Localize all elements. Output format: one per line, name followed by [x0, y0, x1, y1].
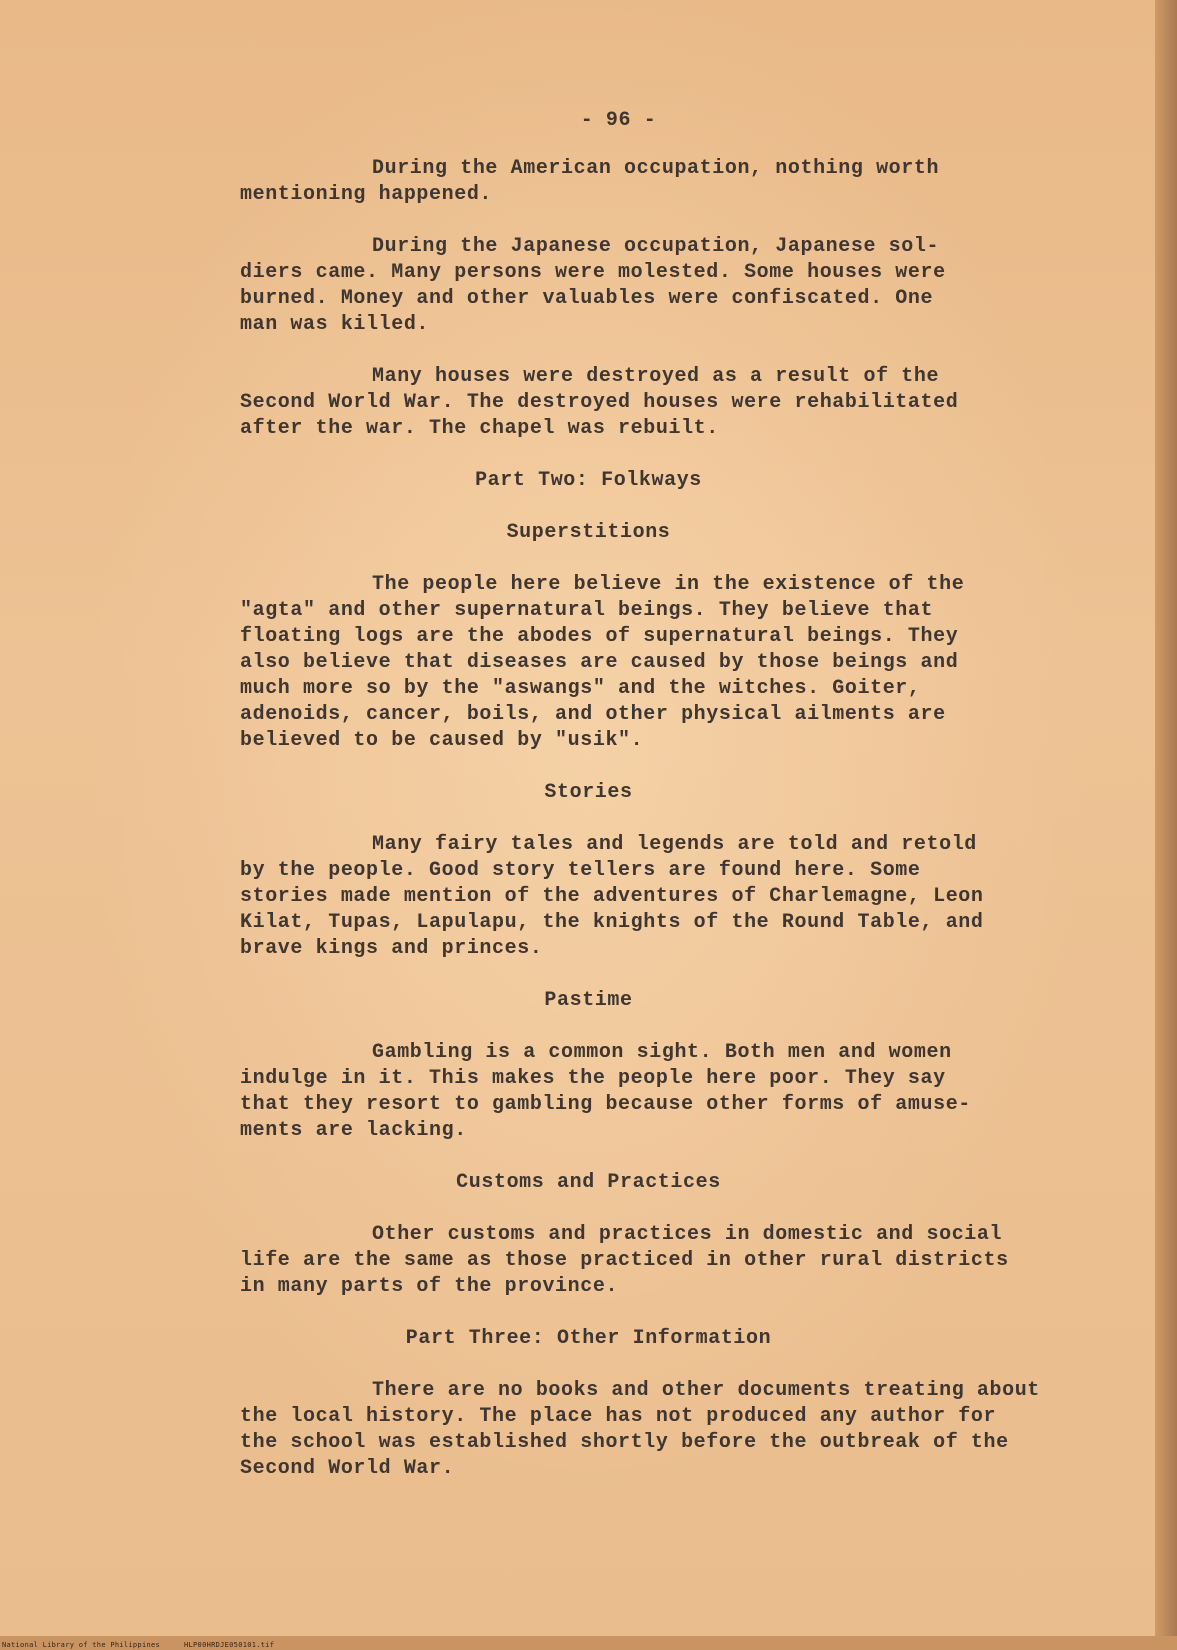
section-heading-customs: Customs and Practices — [456, 1171, 721, 1194]
paragraph-line: after the war. The chapel was rebuilt. — [240, 417, 719, 440]
paragraph-line: burned. Money and other valuables were confiscated. One — [240, 287, 934, 310]
paragraph-line: Gambling is a common sight. Both men and women — [372, 1041, 952, 1064]
section-heading-pastime: Pastime — [544, 989, 633, 1012]
paragraph-line: floating logs are the abodes of supernatural beings. They — [240, 625, 959, 648]
paragraph-line: also believe that diseases are caused by those beings and — [240, 651, 959, 674]
paragraph-line: diers came. Many persons were molested. Some houses were — [240, 261, 946, 284]
paragraph-line: in many parts of the province. — [240, 1275, 619, 1298]
paragraph-line: stories made mention of the adventures of Charlemagne, Leon — [240, 885, 984, 908]
paragraph-line: life are the same as those practiced in other rural districts — [240, 1249, 1009, 1272]
paragraph-line: There are no books and other documents treating about — [372, 1379, 1040, 1402]
paragraph-line: man was killed. — [240, 313, 430, 336]
paragraph-line: Many fairy tales and legends are told and retold — [372, 833, 977, 856]
paragraph-line: much more so by the "aswangs" and the witches. Goiter, — [240, 677, 921, 700]
paragraph-line: "agta" and other supernatural beings. They believe that — [240, 599, 934, 622]
paragraph-line: believed to be caused by "usik". — [240, 729, 644, 752]
section-heading-part-three: Part Three: Other Information — [405, 1327, 772, 1350]
paragraph-line: mentioning happened. — [240, 183, 493, 206]
paragraph-line: the school was established shortly before the outbreak of the — [240, 1431, 1009, 1454]
paragraph-line: During the Japanese occupation, Japanese sol- — [372, 235, 940, 258]
paragraph-line: Many houses were destroyed as a result of the — [372, 365, 940, 388]
paragraph-line: Second World War. The destroyed houses were rehabilitated — [240, 391, 959, 414]
footer-library: National Library of the Philippines — [2, 1641, 161, 1649]
page-edge-shadow — [1155, 0, 1177, 1650]
paragraph-line: ments are lacking. — [240, 1119, 467, 1142]
paragraph-line: by the people. Good story tellers are found here. Some — [240, 859, 921, 882]
page-number: - 96 - — [580, 109, 657, 132]
footer-filename: HLP00HRDJE050101.tif — [184, 1641, 275, 1649]
paragraph-line: The people here believe in the existence of the — [372, 573, 965, 596]
paragraph-line: Second World War. — [240, 1457, 455, 1480]
paragraph-line: brave kings and princes. — [240, 937, 543, 960]
paragraph-line: During the American occupation, nothing worth — [372, 157, 940, 180]
paragraph-line: indulge in it. This makes the people here poor. They say — [240, 1067, 946, 1090]
paragraph-line: Kilat, Tupas, Lapulapu, the knights of the Round Table, and — [240, 911, 984, 934]
section-heading-stories: Stories — [544, 781, 633, 804]
paragraph-line: the local history. The place has not produced any author for — [240, 1405, 997, 1428]
paragraph-line: that they resort to gambling because other forms of amuse- — [240, 1093, 971, 1116]
section-heading-superstitions: Superstitions — [506, 521, 671, 544]
paragraph-line: adenoids, cancer, boils, and other physical ailments are — [240, 703, 946, 726]
section-heading-part-two: Part Two: Folkways — [475, 469, 702, 492]
scan-footer — [2, 1641, 298, 1649]
paragraph-line: Other customs and practices in domestic and social — [372, 1223, 1003, 1246]
